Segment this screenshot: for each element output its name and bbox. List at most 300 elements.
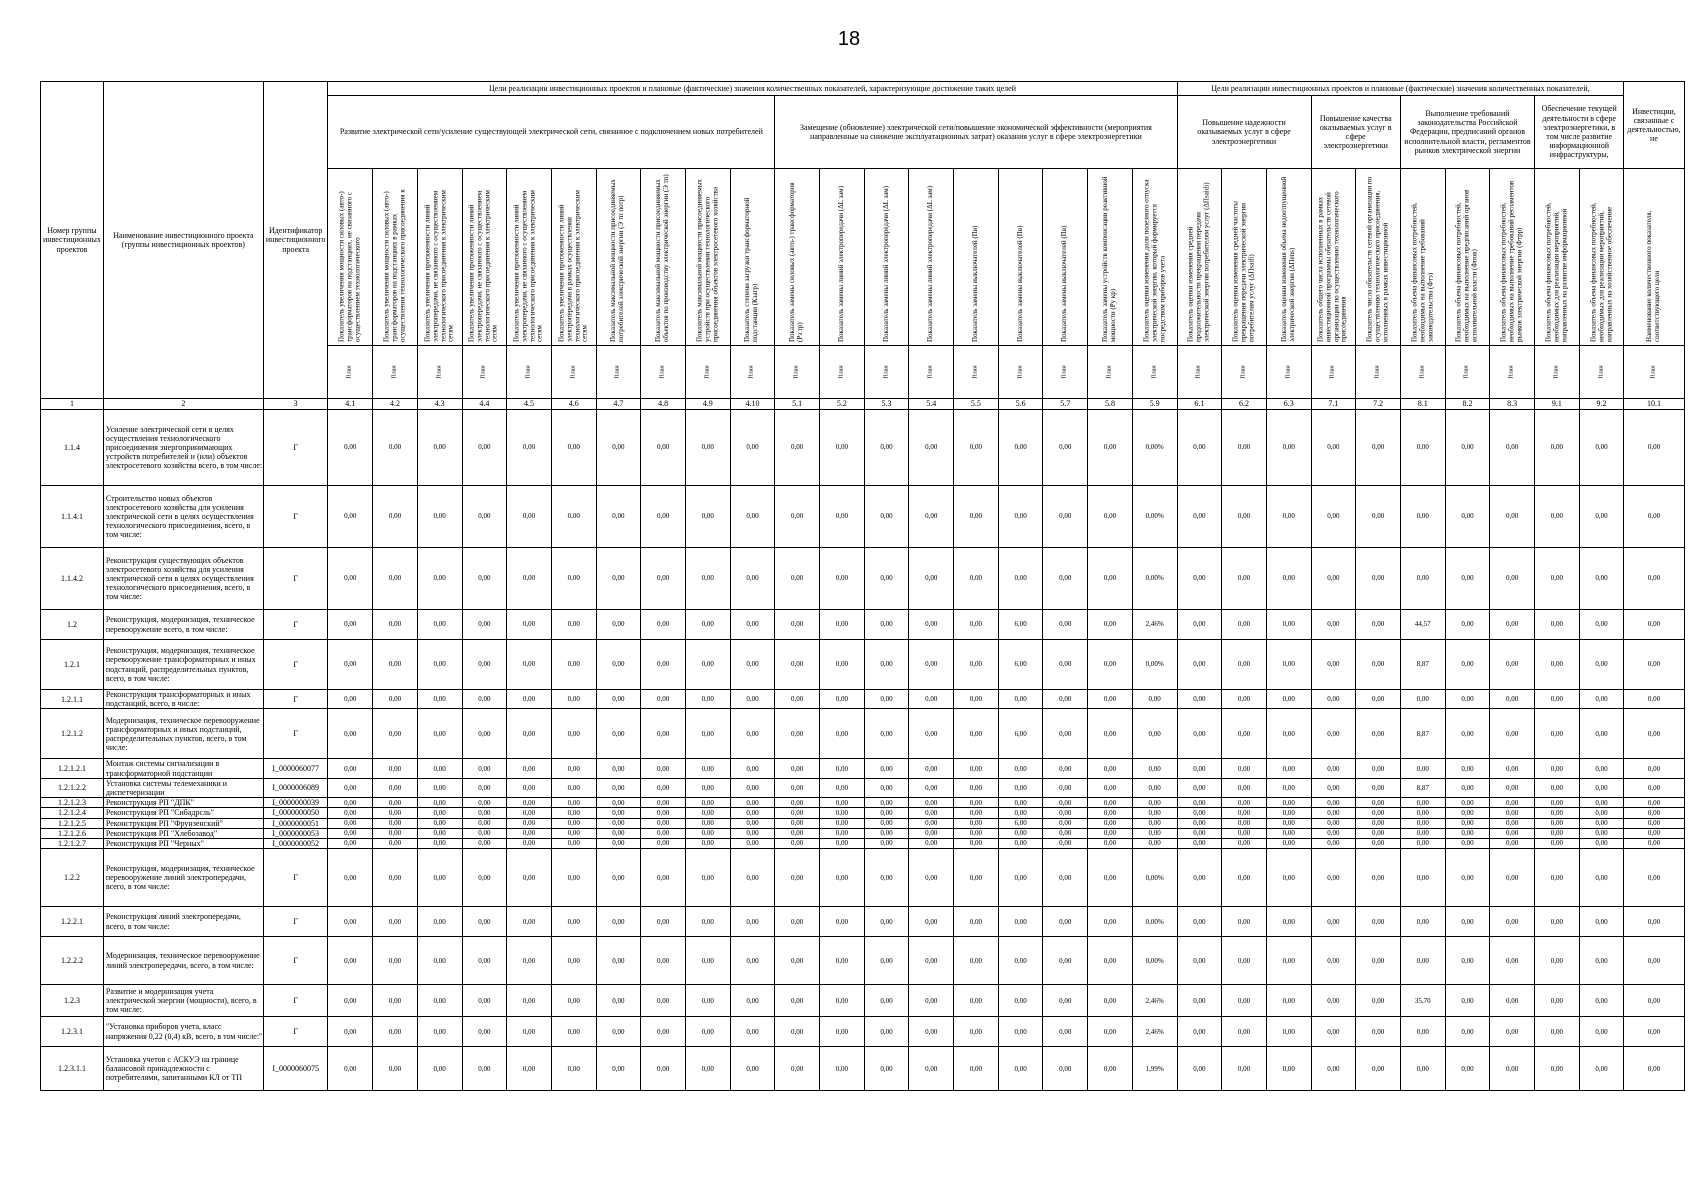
plan-header	[954, 346, 999, 399]
row-value: 0,00	[954, 808, 999, 818]
row-value: 0,00	[1177, 690, 1222, 709]
row-value: 0,00	[1490, 937, 1535, 985]
row-number: 1.2.1.2.4	[41, 808, 104, 818]
row-value: 0,00	[1266, 610, 1311, 640]
row-value: 0,00	[373, 486, 418, 548]
row-value: 0,00	[507, 640, 552, 690]
row-value: 0,00	[954, 548, 999, 610]
indicator-label: Показатель замены силовых (авто-) трансформаторов (Рз тр)	[788, 182, 805, 342]
row-value: 0,00	[1043, 838, 1088, 848]
row-value: 0,00	[864, 709, 909, 759]
table-row	[41, 937, 1685, 985]
row-value: 0,00	[1222, 808, 1267, 818]
row-value: 0,00	[1579, 828, 1624, 838]
row-value: 0,00	[1624, 838, 1684, 848]
row-value: 0,00	[1088, 808, 1133, 818]
row-value: 0,00	[1177, 798, 1222, 808]
row-value: 0,00	[1535, 818, 1580, 828]
row-value: 0,00	[954, 849, 999, 907]
indicator-label: Показатель общего числа исполненных в рамках инвестиционной программы обязательств сетевой организации по осуществлению технологического присоединения	[1316, 191, 1349, 342]
row-value: 0,00	[909, 640, 954, 690]
plan-header	[1400, 346, 1445, 399]
row-value: 0,00	[1088, 838, 1133, 848]
row-value: 0,00	[864, 849, 909, 907]
row-value: 0,00	[1222, 985, 1267, 1017]
plan-label: План	[704, 365, 711, 379]
row-project-name: Модернизация, техническое перевооружение линий электропередачи, всего, в том числе:	[103, 937, 263, 985]
plan-label: План	[1106, 365, 1113, 379]
plan-header	[1579, 346, 1624, 399]
row-value: 0,00	[1445, 849, 1490, 907]
row-value: 1,99%	[1132, 1047, 1177, 1091]
row-value: 0,00	[507, 849, 552, 907]
indicator-label: Показатель оценки изменения объема недоотпущенной электрической энергии (ΔПens)	[1279, 176, 1296, 342]
row-value: 0,00	[373, 759, 418, 778]
row-value: 0,00	[820, 548, 865, 610]
row-value: 0,00	[1356, 808, 1401, 818]
row-value: 0,00	[1266, 838, 1311, 848]
row-value: 0,00	[1624, 1047, 1684, 1091]
row-value: 0,00	[730, 548, 775, 610]
plan-header	[1177, 346, 1222, 399]
row-number: 1.2.1.1	[41, 690, 104, 709]
indicator-label: Показатель оценки изменения средней продолжительности прекращения передачи электрической энергии потребителям услуг (ΔПsaidi)	[1186, 182, 1211, 342]
row-value: 0,00	[864, 1017, 909, 1047]
row-value: 0,00	[1266, 548, 1311, 610]
plan-header	[909, 346, 954, 399]
row-value: 0,00	[1266, 907, 1311, 937]
indicator-label: Показатель замены линий электропередачи (ΔL зам)	[836, 185, 845, 342]
plan-label: План	[838, 365, 845, 379]
investment-indicators-table	[40, 81, 1685, 1091]
row-value: 0,00	[998, 985, 1043, 1017]
row-value: 0,00	[909, 1047, 954, 1091]
row-project-name: Модернизация, техническое перевооружение трансформаторных и иных подстанций, распределительных пунктов, всего, в том числе:	[103, 709, 263, 759]
row-value: 0,00	[462, 690, 507, 709]
table-row	[41, 849, 1685, 907]
row-value: 0,00	[1132, 690, 1177, 709]
row-value: 0,00	[1088, 937, 1133, 985]
row-value: 0,00	[864, 486, 909, 548]
row-value: 0,00	[1311, 808, 1356, 818]
indicator-header	[909, 169, 954, 346]
row-value: 0,00	[909, 798, 954, 808]
row-value: 0,00	[775, 759, 820, 778]
row-value: 0,00%	[1132, 907, 1177, 937]
row-value: 0,00	[1266, 828, 1311, 838]
row-value: 0,00	[954, 838, 999, 848]
row-value: 0,00	[596, 849, 641, 907]
row-value: 0,00	[820, 838, 865, 848]
indicator-label: Показатель максимальной мощности присоединяемых объектов по производству электрической энергии (Э тп)	[654, 174, 671, 342]
row-value: 0,00	[820, 1047, 865, 1091]
row-value: 0,00	[909, 808, 954, 818]
indicator-header	[1088, 169, 1133, 346]
row-value: 0,00	[462, 849, 507, 907]
row-value: 0,00	[1266, 985, 1311, 1017]
row-value: 0,00	[551, 818, 596, 828]
row-value: 0,00	[328, 410, 373, 486]
row-value: 0,00	[864, 838, 909, 848]
row-value: 0,00	[1445, 640, 1490, 690]
row-value: 0,00	[1311, 838, 1356, 848]
row-value: 0,00	[1445, 828, 1490, 838]
row-project-id: I_0000000039	[263, 798, 328, 808]
row-value: 0,00	[551, 849, 596, 907]
row-value: 0,00	[775, 610, 820, 640]
plan-label: План	[1195, 365, 1202, 379]
row-value: 0,00	[462, 1047, 507, 1091]
row-value: 0,00	[462, 808, 507, 818]
row-value: 0,00	[551, 798, 596, 808]
row-value: 0,00	[1356, 1047, 1401, 1091]
page-number: 18	[837, 28, 861, 50]
row-value: 0,00	[909, 937, 954, 985]
row-value: 0,00	[373, 1017, 418, 1047]
row-value: 0,00	[641, 818, 686, 828]
row-value: 0,00%	[1132, 849, 1177, 907]
row-value: 0,00	[1445, 410, 1490, 486]
row-value: 0,00	[1311, 907, 1356, 937]
row-value: 0,00	[1222, 690, 1267, 709]
row-value: 0,00	[507, 798, 552, 808]
row-value: 0,00	[596, 798, 641, 808]
row-project-name: Развитие и модернизация учета электрической энергии (мощности), всего, в том числе:	[103, 985, 263, 1017]
row-value: 0,00	[730, 709, 775, 759]
column-number: 7.1	[1311, 399, 1356, 410]
row-value: 0,00	[1490, 985, 1535, 1017]
row-value: 0,00	[730, 410, 775, 486]
indicator-label: Показатель увеличения мощности силовых (авто-) трансформаторов на подстанциях, не связанного с осуществлением технологического	[337, 191, 362, 342]
row-value: 0,00	[1222, 1047, 1267, 1091]
indicator-label: Показатель объема финансовых потребностей, необходимых для реализации мероприятий, направленных на хозяйственное обеспечение	[1588, 202, 1613, 342]
row-value: 0,00	[1222, 640, 1267, 690]
row-value: 0,00	[417, 610, 462, 640]
row-number: 1.2.2	[41, 849, 104, 907]
row-value: 0,00	[775, 778, 820, 797]
row-value: 0,00	[507, 709, 552, 759]
row-value: 0,00	[1356, 937, 1401, 985]
row-value: 0,00	[1177, 838, 1222, 848]
row-value: 0,00	[820, 985, 865, 1017]
row-value: 0,00	[1311, 849, 1356, 907]
row-value: 0,00	[1624, 486, 1684, 548]
row-value: 0,00	[641, 759, 686, 778]
indicator-label: Показатель замены линий электропередачи (ΔL зам)	[926, 185, 935, 342]
row-value: 0,00	[1445, 548, 1490, 610]
indicator-label: Показатель увеличения протяженности линий электропередачи, не связанного с осуществлением технологического присоединения к электрическим сетям	[467, 190, 500, 342]
row-value: 0,00	[864, 610, 909, 640]
table-row	[41, 1017, 1685, 1047]
row-value: 0,00	[1445, 798, 1490, 808]
row-value: 0,00	[1624, 410, 1684, 486]
row-value: 0,00	[685, 759, 730, 778]
row-value: 0,00	[820, 808, 865, 818]
row-value: 0,00	[1311, 937, 1356, 985]
row-value: 0,00	[1222, 486, 1267, 548]
row-value: 0,00%	[1132, 486, 1177, 548]
row-project-name: Реконструкция РП "ДПК"	[103, 798, 263, 808]
row-value: 0,00	[1579, 759, 1624, 778]
column-number: 8.2	[1445, 399, 1490, 410]
row-project-name: Реконструкция, модернизация, техническое перевооружение линий электропередачи, всего, в том числе:	[103, 849, 263, 907]
row-value: 0,00	[1088, 985, 1133, 1017]
plan-header	[417, 346, 462, 399]
row-value: 0,00	[551, 778, 596, 797]
row-value: 0,00	[596, 828, 641, 838]
row-value: 0,00	[1535, 486, 1580, 548]
row-value: 0,00	[1177, 808, 1222, 818]
row-value: 0,00	[775, 486, 820, 548]
row-value: 0,00	[998, 808, 1043, 818]
row-value: 0,00	[462, 548, 507, 610]
row-value: 0,00	[462, 838, 507, 848]
row-value: 0,00	[1624, 610, 1684, 640]
row-value: 0,00	[954, 1017, 999, 1047]
row-value: 0,00	[1088, 778, 1133, 797]
row-value: 0,00	[864, 690, 909, 709]
row-value: 0,00	[462, 640, 507, 690]
row-value: 0,00	[1490, 610, 1535, 640]
row-value: 0,00	[1266, 486, 1311, 548]
row-value: 0,00	[820, 690, 865, 709]
header-group-number: Номер группы инвестиционных проектов	[41, 82, 104, 399]
row-value: 0,00	[820, 818, 865, 828]
row-value: 0,00	[1356, 798, 1401, 808]
row-number: 1.2.3.1	[41, 1017, 104, 1047]
row-value: 0,00	[462, 486, 507, 548]
row-value: 0,00	[775, 985, 820, 1017]
row-value: 0,00	[820, 798, 865, 808]
row-value: 0,00	[1177, 1047, 1222, 1091]
row-value: 0,00	[1579, 798, 1624, 808]
row-value: 2,46%	[1132, 985, 1177, 1017]
row-value: 0,00	[1579, 937, 1624, 985]
column-number: 5.2	[820, 399, 865, 410]
row-value: 0,00	[1624, 640, 1684, 690]
column-number: 4.7	[596, 399, 641, 410]
row-value: 0,00	[596, 610, 641, 640]
row-value: 0,00	[954, 759, 999, 778]
row-value: 0,00	[1624, 778, 1684, 797]
row-value: 0,00	[1356, 690, 1401, 709]
row-value: 0,00	[328, 838, 373, 848]
row-value: 0,00	[775, 937, 820, 985]
header-sub-b4: Обеспечение текущей деятельности в сфере электроэнергетики, в том числе развитие информационной инфраструктуры,	[1535, 96, 1624, 169]
row-value: 0,00	[820, 937, 865, 985]
row-value: 0,00	[775, 410, 820, 486]
row-value: 0,00	[462, 828, 507, 838]
row-value: 0,00	[1043, 640, 1088, 690]
row-value: 0,00	[1266, 690, 1311, 709]
row-value: 0,00	[417, 548, 462, 610]
row-value: 0,00	[1400, 818, 1445, 828]
row-value: 0,00	[998, 410, 1043, 486]
row-value: 2,46%	[1132, 1017, 1177, 1047]
row-value: 0,00	[1400, 937, 1445, 985]
column-number: 6.3	[1266, 399, 1311, 410]
row-value: 0,00	[909, 1017, 954, 1047]
row-value: 0,00	[775, 798, 820, 808]
table-row	[41, 778, 1685, 797]
row-value: 0,00%	[1132, 640, 1177, 690]
row-value: 0,00	[954, 1047, 999, 1091]
row-value: 0,00	[1222, 410, 1267, 486]
indicator-header	[954, 169, 999, 346]
row-value: 0,00	[954, 907, 999, 937]
row-value: 0,00	[1266, 849, 1311, 907]
row-value: 0,00	[1356, 410, 1401, 486]
row-value: 0,00	[998, 486, 1043, 548]
indicator-label: Показатель оценки изменения доли полезного отпуска электрической энергии, который формируется посредством приборов учета	[1141, 179, 1166, 342]
row-project-id: Г	[263, 937, 328, 985]
row-value: 0,00	[1356, 849, 1401, 907]
row-value: 0,00	[328, 828, 373, 838]
row-value: 0,00	[1624, 548, 1684, 610]
row-value: 0,00	[1311, 548, 1356, 610]
row-value: 0,00	[864, 907, 909, 937]
row-value: 0,00	[1222, 1017, 1267, 1047]
row-value: 0,00	[1400, 1017, 1445, 1047]
table-row	[41, 798, 1685, 808]
column-number: 5.4	[909, 399, 954, 410]
row-value: 0,00	[1088, 548, 1133, 610]
row-value: 0,00	[373, 1047, 418, 1091]
row-value: 0,00	[328, 937, 373, 985]
row-value: 0,00	[551, 410, 596, 486]
row-value: 0,00	[462, 937, 507, 985]
column-number: 6.1	[1177, 399, 1222, 410]
row-value: 0,00	[1490, 709, 1535, 759]
row-project-name: Установка системы телемеханики и диспетчеризации	[103, 778, 263, 797]
row-value: 0,00	[775, 808, 820, 818]
row-value: 0,00	[1266, 1047, 1311, 1091]
column-number: 9.2	[1579, 399, 1624, 410]
row-value: 0,00	[730, 640, 775, 690]
row-value: 0,00	[864, 778, 909, 797]
row-value: 0,00	[1490, 759, 1535, 778]
row-value: 0,00	[820, 1017, 865, 1047]
row-value: 0,00	[1356, 907, 1401, 937]
row-value: 0,00	[1490, 798, 1535, 808]
row-value: 0,00	[1088, 410, 1133, 486]
indicator-header	[1445, 169, 1490, 346]
row-value: 0,00	[954, 818, 999, 828]
row-value: 0,00	[954, 610, 999, 640]
row-value: 0,00	[373, 838, 418, 848]
row-value: 0,00	[1356, 838, 1401, 848]
row-value: 0,00	[1579, 808, 1624, 818]
row-value: 0,00	[685, 410, 730, 486]
row-value: 0,00	[596, 640, 641, 690]
row-value: 0,00	[1043, 818, 1088, 828]
row-value: 0,00	[1222, 709, 1267, 759]
row-value: 0,00	[1579, 690, 1624, 709]
row-value: 0,00	[864, 808, 909, 818]
row-value: 0,00	[864, 985, 909, 1017]
indicator-header	[1356, 169, 1401, 346]
row-value: 0,00	[507, 486, 552, 548]
row-value: 0,00	[551, 828, 596, 838]
row-value: 0,00	[417, 410, 462, 486]
indicator-header	[1266, 169, 1311, 346]
row-value: 0,00	[954, 937, 999, 985]
table-row	[41, 690, 1685, 709]
row-value: 0,00	[551, 709, 596, 759]
row-value: 0,00	[551, 808, 596, 818]
row-value: 0,00	[1535, 907, 1580, 937]
row-value: 0,00	[417, 778, 462, 797]
row-value: 0,00	[328, 849, 373, 907]
row-value: 0,00	[1311, 1017, 1356, 1047]
row-value: 0,00	[507, 1017, 552, 1047]
row-value: 0,00	[373, 690, 418, 709]
row-value: 0,00	[820, 486, 865, 548]
row-value: 0,00	[417, 709, 462, 759]
row-value: 0,00	[775, 1047, 820, 1091]
row-value: 0,00	[507, 818, 552, 828]
row-value: 0,00	[641, 808, 686, 818]
plan-label: План	[1285, 365, 1292, 379]
row-value: 0,00	[551, 1047, 596, 1091]
row-value: 0,00	[1535, 838, 1580, 848]
row-value: 0,00	[462, 985, 507, 1017]
row-value: 0,00	[551, 1017, 596, 1047]
row-value: 0,00%	[1132, 937, 1177, 985]
row-value: 0,00	[1043, 709, 1088, 759]
plan-header	[998, 346, 1043, 399]
row-value: 6,00	[998, 709, 1043, 759]
indicator-header	[1311, 169, 1356, 346]
row-value: 0,00	[551, 907, 596, 937]
column-number: 6.2	[1222, 399, 1267, 410]
row-value: 0,00	[1088, 759, 1133, 778]
column-number: 5.1	[775, 399, 820, 410]
plan-label: План	[927, 365, 934, 379]
row-value: 0,00	[551, 937, 596, 985]
row-value: 0,00	[1311, 410, 1356, 486]
row-value: 0,00	[328, 818, 373, 828]
row-value: 0,00	[1088, 486, 1133, 548]
row-value: 0,00	[820, 610, 865, 640]
row-value: 0,00	[954, 690, 999, 709]
row-value: 0,00	[462, 778, 507, 797]
row-value: 0,00	[1579, 838, 1624, 848]
row-value: 0,00	[328, 690, 373, 709]
row-number: 1.1.4.2	[41, 548, 104, 610]
row-value: 0,00	[1400, 828, 1445, 838]
row-value: 0,00	[1624, 849, 1684, 907]
row-value: 0,00	[417, 1017, 462, 1047]
row-value: 0,00	[1266, 818, 1311, 828]
row-value: 0,00	[775, 709, 820, 759]
row-project-id: Г	[263, 907, 328, 937]
row-value: 0,00	[775, 907, 820, 937]
indicator-header	[1624, 169, 1684, 346]
row-value: 0,00	[1535, 1047, 1580, 1091]
row-value: 0,00	[373, 985, 418, 1017]
indicator-label: Показатель степени загрузки трансформаторной подстанции (Кзагр)	[743, 197, 760, 342]
row-value: 0,00	[1535, 985, 1580, 1017]
table-row	[41, 486, 1685, 548]
row-value: 0,00	[1624, 709, 1684, 759]
row-value: 0,00	[1266, 1017, 1311, 1047]
plan-header	[1311, 346, 1356, 399]
row-value: 0,00	[373, 548, 418, 610]
row-value: 0,00	[1311, 985, 1356, 1017]
plan-label: План	[525, 365, 532, 379]
row-value: 0,00	[641, 690, 686, 709]
